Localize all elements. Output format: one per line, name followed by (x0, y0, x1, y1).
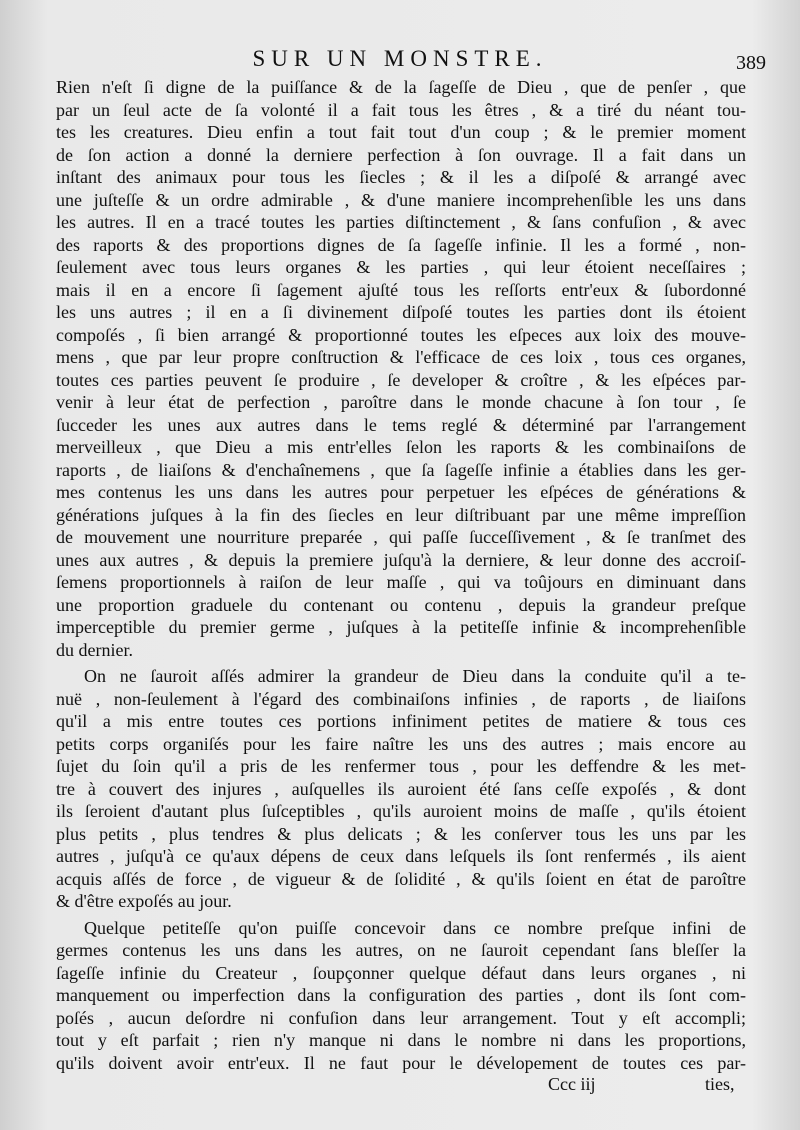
text-line: unes aux autres , & depuis la premiere juſqu'à la derniere, & leur donne des accroiſ- (56, 549, 746, 570)
text-line: ſeulement avec tous leurs organes & les parties , qui leur étoient neceſſaires ; (56, 257, 746, 277)
signature-mark: Ccc iij (548, 1074, 596, 1094)
text-line: ſujet du ſoin qu'il a pris de les renfermer tous , pour les deffendre & les met- (56, 756, 746, 776)
text-line: mes contenus les uns dans les autres pour perpetuer les eſpéces de générations & (56, 482, 746, 502)
text-line: germes contenus les uns dans les autres, on ne ſauroit cependant ſans bleſſer la (56, 940, 746, 960)
text-line: toutes ces parties peuvent ſe produire , ſe developer & croître , & les eſpéces par- (56, 369, 746, 390)
text-line: inſtant des animaux pour tous les ſiecles ; & il les a diſpoſé & arrangé avec (56, 167, 746, 187)
text-line: petits corps organiſés pour les faire naître les uns des autres ; mais encore au (56, 733, 746, 754)
text-line: de ſon action a donné la derniere perfection à ſon ouvrage. Il a fait dans un (56, 144, 746, 165)
text-line: du dernier. (56, 639, 133, 660)
text-line: tes les creatures. Dieu enfin a tout fait tout d'un coup ; & le premier moment (56, 122, 746, 142)
text-line: & d'être expoſés au jour. (56, 891, 232, 911)
text-line: une proportion graduele du contenant ou contenu , depuis la grandeur preſque (56, 594, 746, 615)
text-line: merveilleux , que Dieu a mis entr'elles ſelon les raports & les combinaiſons de (56, 437, 746, 457)
text-line: par un ſeul acte de ſa volonté il a fait tous les êtres , & a tiré du néant tou- (56, 99, 746, 120)
text-line: générations juſques à la fin des ſiecles en leur diſtribuant par une même impreſſion (56, 504, 746, 525)
text-line: qu'ils doivent avoir entr'eux. Il ne faut pour le dévelopement de toutes ces par- (56, 1052, 746, 1073)
text-line: nuë , non-ſeulement à l'égard des combinaiſons infinies , de raports , de liaiſons (56, 688, 746, 709)
text-line: poſés , aucun deſordre ni confuſion dans leur arrangement. Tout y eſt accompli; (56, 1007, 746, 1028)
paragraph (56, 76, 746, 661)
text-line: une juſteſſe & un ordre admirable , & d'une maniere incomprehenſible les uns dans (56, 189, 746, 210)
text-line: ſucceder les unes aux autres dans le tems reglé & déterminé par l'arrangement (56, 414, 746, 435)
page-number: 389 (736, 52, 766, 74)
text-line: tre à couvert des injures , auſquelles ils auroient été ſans ceſſe expoſés , & dont (56, 778, 746, 799)
text-line: raports , de liaiſons & d'enchaînemens , que ſa ſageſſe infinie a établies dans les ger- (56, 459, 746, 480)
text-line: mais il en a encore ſi ſagement ajuſté tous les reſſorts entr'eux & ſubordonné (56, 279, 746, 300)
text-line: compoſés , ſi bien arrangé & proportionné toutes les eſpeces aux loix des mouve- (56, 324, 746, 345)
running-head: SUR UN MONSTRE. (252, 46, 548, 71)
text-line: manquement ou imperfection dans la configuration des parties , dont ils ſont com- (56, 985, 746, 1005)
text-line: mens , que par leur propre conſtruction & l'efficace de ces loix , tous ces organes, (56, 347, 746, 367)
text-line: qu'il a mis entre toutes ces portions infiniment petites de matiere & tous ces (56, 711, 746, 731)
text-line: On ne ſauroit aſſés admirer la grandeur de Dieu dans la conduite qu'il a te- (84, 666, 746, 686)
text-line: acquis aſſés de force , de vigueur & de ſolidité , & qu'ils ſoient en état de paroître (56, 868, 746, 889)
text-line: tout y eſt parfait ; rien n'y manque ni dans le nombre ni dans les proportions, (56, 1030, 746, 1050)
catchword: ties, (705, 1074, 735, 1094)
body-text (56, 76, 746, 1074)
text-line: autres , juſqu'à ce qu'aux dépens de ceux dans leſquels ils ſont renfermés , ils aient (56, 846, 746, 866)
text-line: Rien n'eſt ſi digne de la puiſſance & de la ſageſſe de Dieu , que de penſer , que (56, 77, 746, 97)
text-line: de mouvement une nourriture preparée , qui paſſe ſucceſſivement , & ſe tranſmet des (56, 527, 746, 547)
text-line: les autres. Il en a tracé toutes les parties diſtinctement , & ſans confuſion , & avec (56, 212, 746, 232)
text-line: Quelque petiteſſe qu'on puiſſe concevoir dans ce nombre preſque infini de (84, 917, 746, 938)
text-line: plus petits , plus tendres & plus delicats ; & les conſerver tous les uns par les (56, 823, 746, 844)
text-line: imperceptible du premier germe , juſques à la petiteſſe infinie & incomprehenſible (56, 617, 746, 637)
text-line: ils ſeroient d'autant plus ſuſceptibles , qu'ils auroient moins de maſſe , qu'ils étoient (56, 801, 746, 821)
text-line: ſageſſe infinie du Createur , ſoupçonner quelque défaut dans leurs organes , ni (56, 962, 746, 983)
text-line: ſemens proportionnels à raiſon de leur maſſe , qui va toûjours en diminuant dans (56, 572, 746, 592)
text-line: des raports & des proportions dignes de ſa ſageſſe infinie. Il les a formé , non- (56, 234, 746, 255)
text-line: venir à leur état de perfection , paroître dans le monde chacune à ſon tour , ſe (56, 392, 746, 412)
text-line: les uns autres ; il en a ſi divinement diſpoſé toutes les parties dont ils étoient (56, 302, 746, 322)
paragraph (56, 917, 746, 1075)
paragraph (56, 665, 746, 913)
